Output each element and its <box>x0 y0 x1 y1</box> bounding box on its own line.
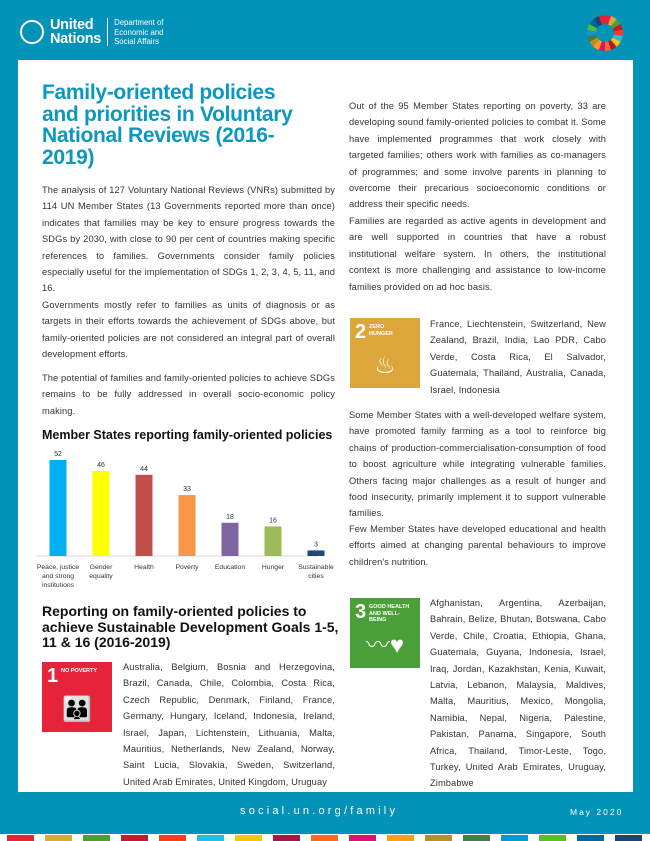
goal-number: 2 <box>355 321 367 343</box>
category-label: cities <box>308 573 324 580</box>
org-name-2: Nations <box>50 31 102 48</box>
goal-number: 3 <box>355 601 367 623</box>
paragraph: The analysis of 127 Voluntary National Reviews (VNRs) submitted by 114 UN Member States (13 Governments reported more than once) indicates that families may be key to ensure progress towards the SDGs by 2030, with close to 90 per cent of countries making specific references to families. Governments consider family policies especially useful for the implementation of SDGs 1, 2, 3, 4, 5, 11, and 16. <box>42 185 335 294</box>
bar <box>93 471 110 556</box>
footer-url[interactable]: social.un.org/family <box>240 805 399 817</box>
chart-title: Member States reporting family-oriented policies <box>42 428 333 442</box>
bowl-icon: ♨ <box>374 352 396 379</box>
sdg-color-block <box>235 835 262 841</box>
section-title: Reporting on family-oriented policies to achieve Sustainable Development Goals 1-5, 11 & 16 (2016-2019) <box>42 603 339 650</box>
category-label: Peace, justice <box>36 564 80 571</box>
sdg-color-block <box>45 835 72 841</box>
sdg-3-tile <box>350 598 420 668</box>
category-label: Health <box>134 564 154 571</box>
sdg-color-block <box>349 835 376 841</box>
sdg-color-block <box>615 835 642 841</box>
sdg-wheel-icon <box>587 15 623 51</box>
data-label: 16 <box>269 517 277 525</box>
data-label: 18 <box>226 513 234 521</box>
org-name-1: United <box>50 17 94 34</box>
category-label: institutions <box>41 582 75 589</box>
bar <box>265 526 282 556</box>
category-label: equality <box>89 573 113 580</box>
paragraph: Families are regarded as active agents in development and are well supported in countries that have a robust institutional welfare system. In others, the institutional context is more challenging and assistance to low-income families provided on ad hoc basis. <box>349 216 606 292</box>
category-label: Sustainable <box>298 564 334 571</box>
content-card <box>18 60 633 792</box>
sdg-color-block <box>273 835 300 841</box>
data-label: 44 <box>140 465 148 473</box>
paragraph: Few Member States have developed educational and health efforts aimed at changing parental behaviours to improve children's nutrition. <box>349 524 606 567</box>
category-label: and strong <box>41 573 75 580</box>
paragraph: The potential of families and family-oriented policies to achieve SDGs remains to be fully addressed in overall socio-economic policy making. <box>42 373 335 416</box>
sdg-color-block <box>83 835 110 841</box>
bar <box>179 495 196 556</box>
sdg-color-block <box>463 835 490 841</box>
un-desa-logo <box>20 18 164 47</box>
category-label: Education <box>214 564 246 571</box>
goal-2-countries: France, Liechtenstein, Switzerland, New Zealand, Brazil, India, Lao PDR, Cabo Verde, Costa Rica, El Salvador, Guatemala, Thailand, Australia, Canada, Israel, Indonesia <box>430 319 606 395</box>
data-label: 46 <box>97 462 105 470</box>
category-label: Poverty <box>175 564 199 571</box>
bar <box>136 475 153 556</box>
sdg-color-block <box>387 835 414 841</box>
goal-3-countries: Afghanistan, Argentina, Azerbaijan, Bahrain, Belize, Bhutan, Botswana, Cabo Verde, Chile, Croatia, Ethiopia, Ghana, Guatemala, Guyana, Indonesia, Israel, Iraq, Jordan, Kazakhstan, Kenia, Kuwait, Latvia, Lebanon, Malaysia, Maldives, Malta, Mauritius, Mexico, Mongolia, Namibia, Nepal, Nigeria, Palestine, Pakistan, Panama, Singapore, South Africa, Thailand, Timor-Leste, Togo, Turkey, United Arab Emirates, Uruguay, Zimbabwe <box>430 598 606 789</box>
paragraph: Out of the 95 Member States reporting on poverty, 33 are developing sound family-oriented policies to combat it. Some have implemented programmes that work closely with targeted families; others work with families as co-managers of programmes; and some involve parents in planning to overcome their precarious socioeconomic conditions or address their specific needs. <box>349 101 606 210</box>
footer-date: May 2020 <box>570 807 624 817</box>
paragraph: Governments mostly refer to families as units of diagnosis or as targets in their efforts towards the achievement of SDGs above, but family-oriented policies are not considered an integral part of overall development efforts. <box>42 300 335 360</box>
sdg-color-block <box>7 835 34 841</box>
sdg-color-strip <box>0 834 650 841</box>
category-label: Gender <box>89 564 113 571</box>
goal-1-countries: Australia, Belgium, Bosnia and Herzegovina, Brazil, Canada, Chile, Colombia, Costa Rica, Czech Republic, Denmark, Finland, France, Germany, Hungary, Iceland, Indonesia, Ireland, Israel, Japan, Lichtenstein, Lithuania, Malta, Mauritius, Netherlands, New Zealand, Norway, Saint Lucia, Slovakia, Sweden, Switzerland, United Arab Emirates, United Kingdom, Uruguay <box>123 662 335 787</box>
data-label: 3 <box>314 541 318 549</box>
sdg-color-block <box>539 835 566 841</box>
sdg-color-block <box>121 835 148 841</box>
bar <box>222 523 239 556</box>
data-label: 52 <box>54 451 62 458</box>
dept-line: Social Affairs <box>114 37 160 46</box>
sdg-color-block <box>197 835 224 841</box>
sdg-color-block <box>577 835 604 841</box>
heartbeat-icon: 〰♥ <box>365 632 405 659</box>
goal-label: NO POVERTY <box>61 668 98 674</box>
sdg-color-block <box>501 835 528 841</box>
divider <box>107 18 108 46</box>
page-title: Family-oriented policies and priorities in Voluntary National Reviews (2016-2019) <box>42 81 293 169</box>
sdg-color-block <box>425 835 452 841</box>
sdg-color-block <box>159 835 186 841</box>
dept-line: Department of <box>114 18 164 27</box>
un-emblem-icon <box>20 20 44 44</box>
paragraph: Some Member States with a well-developed welfare system, have promoted family farming as a tool to reinforce big chains of production-commercialisation-consumption of food to boost agriculture while integrating vulnerable families. Others facing major challenges as a result of hunger and food insecurity, primarily implement it to support vulnerable families. <box>349 410 606 519</box>
goal-number: 1 <box>47 665 59 687</box>
sdg-1-tile <box>42 662 112 732</box>
sdg-color-block <box>311 835 338 841</box>
goal-label: GOOD HEALTH AND WELL-BEING <box>369 604 410 623</box>
data-label: 33 <box>183 486 191 494</box>
goal-label: ZERO HUNGER <box>369 324 393 337</box>
bar <box>50 460 67 556</box>
bar <box>308 550 325 556</box>
dept-line: Economic and <box>114 27 164 37</box>
sdg-2-tile <box>350 318 420 388</box>
category-label: Hunger <box>261 564 285 571</box>
family-icon: 👪 <box>62 696 92 723</box>
